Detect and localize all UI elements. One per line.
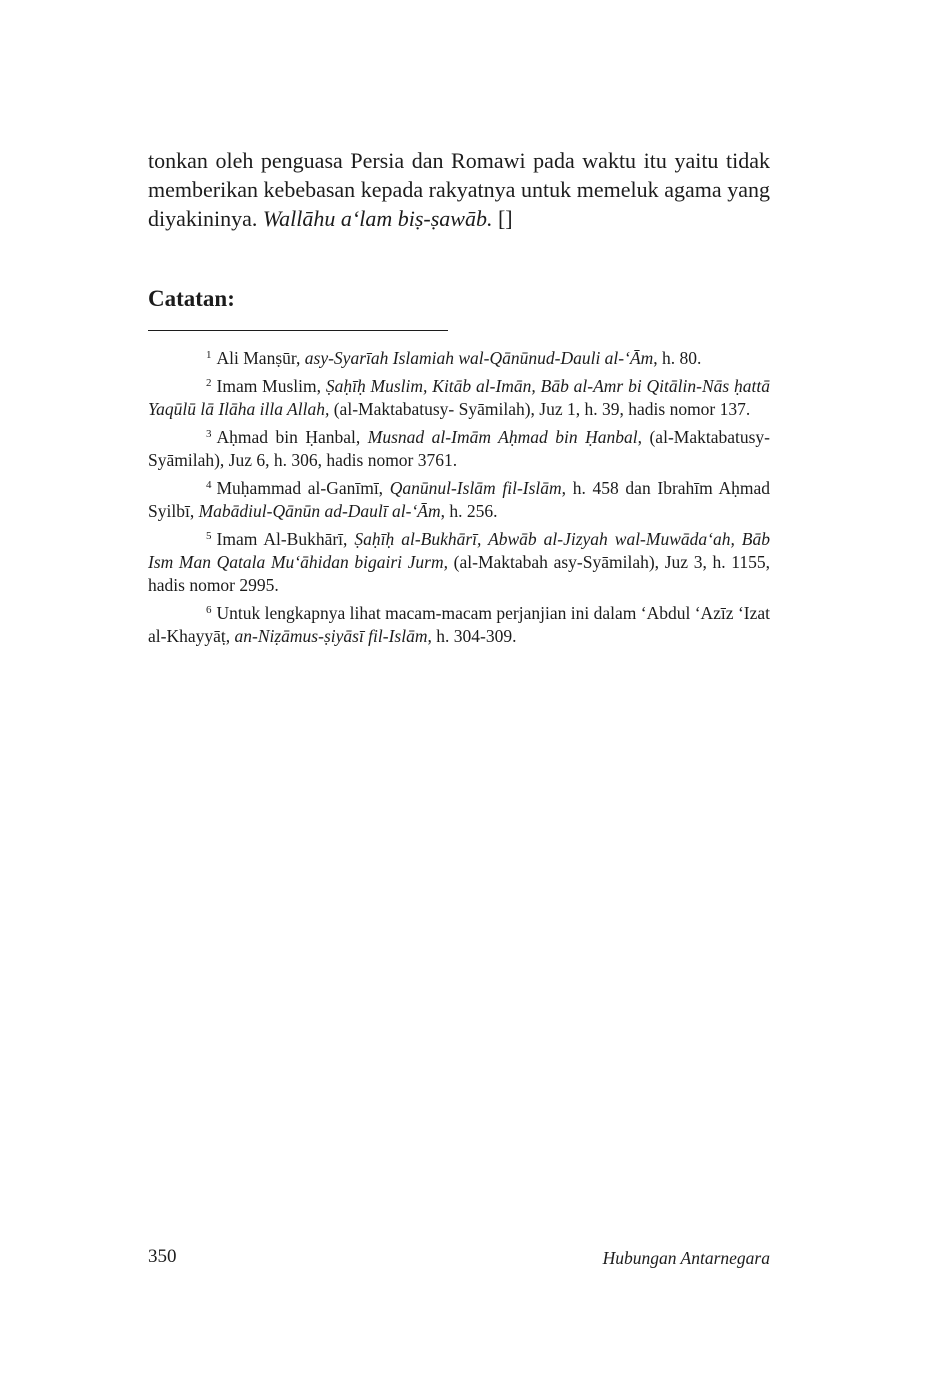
footnote	[148, 474, 770, 523]
footnote-text: Imam Muslim,	[216, 376, 326, 396]
footnote-number: 3	[206, 428, 212, 440]
footnote-divider	[148, 330, 448, 331]
footnote-text: Untuk lengkapnya lihat macam-macam perjanjian ini dalam ‘Abdul ‘Azīz ‘Izat al-Khayyāṭ,	[148, 603, 770, 646]
notes-heading: Catatan:	[148, 286, 235, 311]
footnote	[148, 525, 770, 597]
footnote-text: Imam Al-Bukhārī,	[216, 529, 355, 549]
page-number: 350	[148, 1246, 177, 1267]
footnote	[148, 423, 770, 472]
footnote-number: 4	[206, 479, 212, 491]
footnote-title: Ṣaḥīḥ Muslim, Kitāb al-Imān, Bāb al-Amr bi Qitālin-Nās ḥattā Yaqūlū lā Ilāha illa Allah,	[148, 376, 770, 419]
footnote-title: Qanūnul-Islām fil-Islām	[389, 478, 562, 498]
footnote-title: Ṣaḥīḥ al-Bukhārī, Abwāb al-Jizyah wal-Muwāda‘ah, Bāb Ism Man Qatala Mu‘āhidan bigairi Jurm,	[148, 529, 770, 572]
body-paragraph	[148, 146, 770, 233]
running-footer-title: Hubungan Antarnegara	[602, 1248, 770, 1268]
footnote	[148, 599, 770, 648]
end-mark: []	[492, 206, 513, 231]
footnote-number: 2	[206, 377, 212, 389]
footnote-number: 5	[206, 530, 212, 542]
footnote-title: an-Niẓāmus-ṣiyāsī fil-Islām	[234, 626, 428, 646]
footnote-number: 6	[206, 604, 212, 616]
footnote-text: , h. 304-309.	[427, 626, 517, 646]
closing-phrase: Wallāhu a‘lam biṣ-ṣawāb.	[262, 206, 493, 231]
footnote-text: Muḥammad al-Ganīmī,	[216, 478, 390, 498]
footnote-title: Musnad al-Imām Aḥmad bin Ḥanbal	[367, 427, 638, 447]
footnote-text: , (al-Maktabatusy-Syāmilah), Juz 6, h. 306, hadis nomor 3761.	[148, 427, 770, 470]
footnote-title: asy-Syarīah Islamiah wal-Qānūnud-Dauli al-‘Ām	[304, 348, 654, 368]
footnote-text: , h. 80.	[653, 348, 702, 368]
footnote-text: , h. 458 dan Ibrahīm Aḥmad Syilbī,	[148, 478, 770, 521]
footnote-text: , h. 256.	[440, 501, 498, 521]
footnote-text: Ali Manṣūr,	[216, 348, 305, 368]
footnote-text: (al-Maktabah asy-Syāmilah), Juz 3, h. 1155, hadis nomor 2995.	[148, 552, 770, 595]
footnote	[148, 372, 770, 421]
footnote-text: (al-Maktabatusy- Syāmilah), Juz 1, h. 39, hadis nomor 137.	[329, 399, 751, 419]
footnote-number: 1	[206, 349, 212, 361]
body-text: tonkan oleh penguasa Persia dan Romawi pada waktu itu yaitu tidak memberikan kebebasan kepada rakyatnya untuk memeluk agama yang diyakininya.	[148, 148, 770, 231]
footnotes-list	[148, 344, 770, 650]
footnote	[148, 344, 770, 370]
footnote-text: Aḥmad bin Ḥanbal,	[216, 427, 368, 447]
footnote-title: Mabādiul-Qānūn ad-Daulī al-‘Ām	[198, 501, 441, 521]
